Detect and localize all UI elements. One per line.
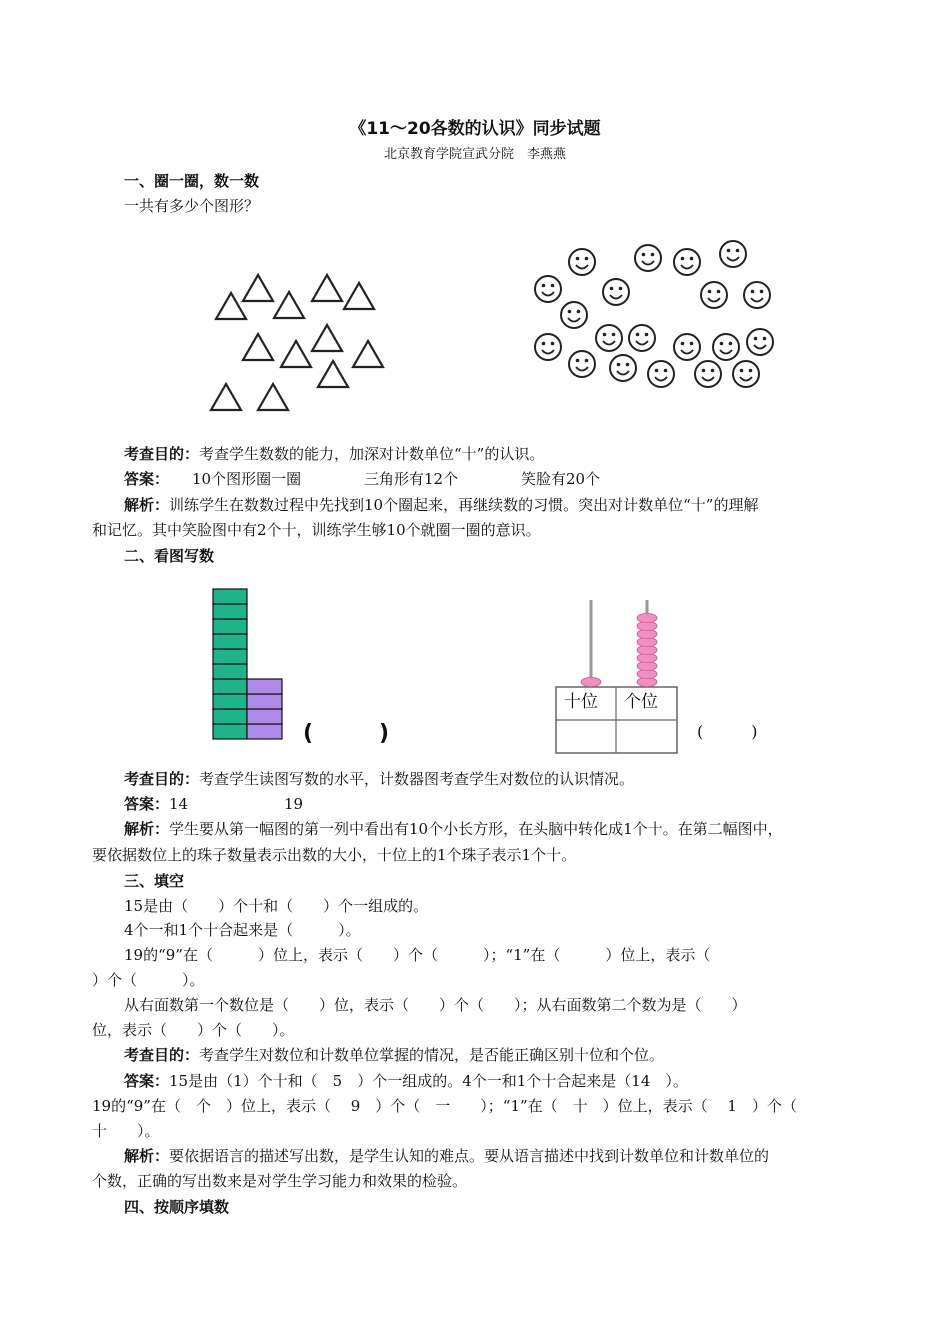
page-title: 《11～20各数的认识》同步试题 (349, 119, 601, 139)
s3-question-3a: 19的“9”在（ ）位上，表示（ ）个（ ）；“1”在（ ）位上，表示（ (124, 946, 711, 964)
s2-purpose-text: 考查学生读图写数的水平，计数器图考查学生对数位的认识情况。 (199, 770, 635, 788)
s3-question-2: 4个一和1个十合起来是（ ）。 (124, 921, 361, 939)
s3-analysis-label: 解析： (124, 1147, 170, 1165)
s3-purpose-text: 考查学生对数位和计数单位掌握的情况，是否能正确区别十位和个位。 (199, 1046, 665, 1064)
section-1-question: 一共有多少个图形？ (124, 197, 260, 215)
bead (637, 613, 657, 622)
section-2-heading: 二、看图写数 (124, 547, 215, 565)
s3-purpose-label: 考查目的： (124, 1046, 200, 1064)
s3-answer-label: 答案： (124, 1072, 170, 1090)
s1-purpose-label: 考查目的： (124, 445, 200, 463)
s2-answer-a: 14 (169, 795, 189, 813)
s2-analysis-line-1 (124, 819, 783, 839)
s1-answer-b: 三角形有12个 (364, 470, 459, 488)
section-4-heading: 四、按顺序填数 (124, 1198, 230, 1216)
s1-analysis-label: 解析： (124, 496, 170, 514)
s3-answer-line-2: 19的“9”在（ 个 ）位上，表示（ 9 ）个（ 一 ）；“1”在（ 十 ）位上，表示（ 1 ）个（ (92, 1097, 797, 1115)
s3-analysis-text-1: 要依据语言的描述写出数，是学生认知的难点。要从语言描述中找到计数单位和计数单位的 (169, 1147, 770, 1165)
s1-analysis-line-2: 和记忆。其中笑脸图中有2个十，训练学生够10个就圈一圈的意识。 (92, 521, 541, 539)
answer-paren-1: ( ) (303, 721, 390, 746)
s2-answer-b: 19 (284, 795, 304, 813)
s2-analysis-line-2: 要依据数位上的珠子数量表示出数的大小，十位上的1个珠子表示1个十。 (92, 846, 577, 864)
s3-question-3b: ）个（ ）。 (92, 971, 205, 989)
s3-answer-line-1 (124, 1071, 688, 1091)
section-3-heading: 三、填空 (124, 872, 185, 890)
s3-question-4b: 位，表示（ ）个（ ）。 (92, 1021, 295, 1039)
s3-analysis-line-1 (124, 1146, 769, 1166)
answer-paren-2: ( ) (697, 722, 758, 741)
s1-answer-a: 10个图形圈一圈 (192, 470, 302, 488)
s1-answer-c: 笑脸有20个 (521, 470, 601, 488)
s3-answer-line-3: 十 ）。 (92, 1122, 160, 1140)
s1-purpose-text: 考查学生数数的能力，加深对计数单位“十”的认识。 (199, 445, 545, 463)
s3-question-1: 15是由（ ）个十和（ ）个一组成的。 (124, 897, 429, 915)
s2-analysis-label: 解析： (124, 820, 170, 838)
s3-purpose (124, 1045, 664, 1065)
counter-tens-label: 十位 (564, 692, 598, 712)
s2-analysis-text-1: 学生要从第一幅图的第一列中看出有10个小长方形，在头脑中转化成1个十。在第二幅图中， (169, 820, 783, 838)
section-1-heading: 一、圈一圈，数一数 (124, 172, 260, 190)
author-line: 北京教育学院宣武分院 李燕燕 (383, 147, 566, 162)
s2-answer-label: 答案： (124, 795, 170, 813)
s3-analysis-line-2: 个数，正确的写出数来是对学生学习能力和效果的检验。 (92, 1172, 468, 1190)
s3-question-4a: 从右面数第一个数位是（ ）位，表示（ ）个（ ）；从右面数第二个数为是（ ） (124, 996, 747, 1014)
s1-answer-label: 答案： (124, 470, 170, 488)
counter-ones-label: 个位 (624, 692, 658, 712)
s1-analysis-text-1: 训练学生在数数过程中先找到10个圈起来，再继续数的习惯。突出对计数单位“十”的理解 (169, 496, 759, 514)
s2-purpose (124, 769, 634, 789)
s2-purpose-label: 考查目的： (124, 770, 200, 788)
s3-answer-text-1: 15是由（1）个十和（ 5 ）个一组成的。4个一和1个十合起来是（14 ）。 (169, 1072, 688, 1090)
bead (581, 677, 601, 686)
s2-answer (124, 794, 188, 814)
